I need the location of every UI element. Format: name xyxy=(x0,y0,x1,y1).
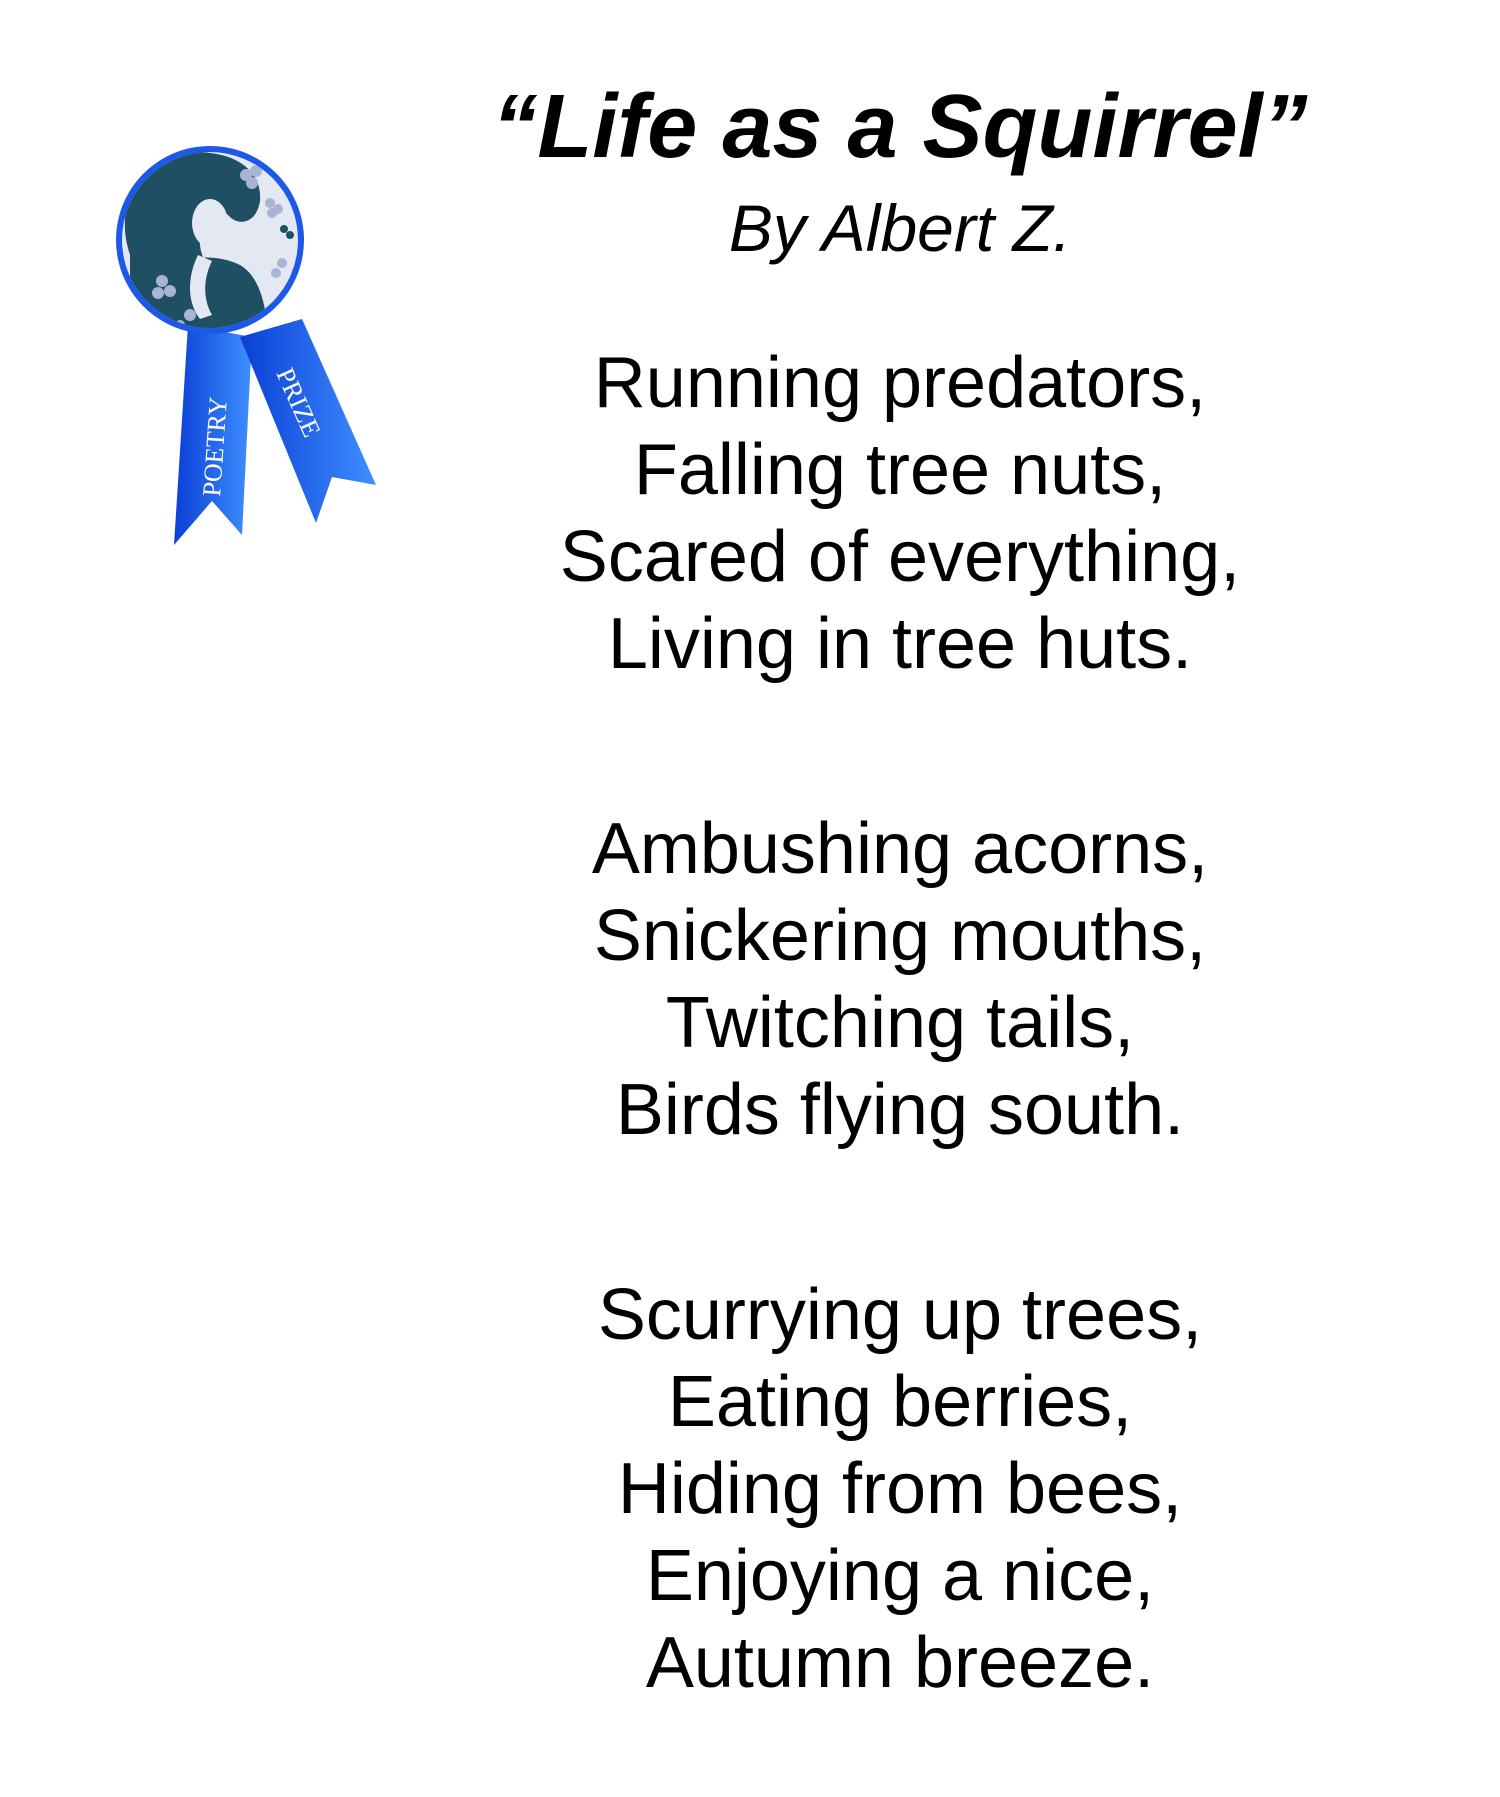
poem-line: Twitching tails, xyxy=(665,983,1135,1063)
poem-line: Hiding from bees, xyxy=(617,1449,1183,1529)
poem-line: Running predators, xyxy=(593,343,1207,423)
poem-stanza-1 xyxy=(450,340,1350,688)
poem-line: Falling tree nuts, xyxy=(633,430,1167,510)
poem-stanza-3 xyxy=(450,1272,1350,1707)
ribbon-left-text: POETRY xyxy=(197,395,233,498)
poem-line: Living in tree huts. xyxy=(607,604,1193,684)
poem-line: Autumn breeze. xyxy=(645,1623,1155,1703)
poem-line: Enjoying a nice, xyxy=(645,1536,1155,1616)
poem-line: Snickering mouths, xyxy=(593,896,1207,976)
poem-stanza-2 xyxy=(450,806,1350,1154)
poem-title: “Life as a Squirrel” xyxy=(492,77,1308,177)
award-ribbon-icon xyxy=(70,105,450,635)
poem-line: Eating berries, xyxy=(667,1362,1133,1442)
poem-author: By Albert Z. xyxy=(728,191,1072,265)
poem-line: Ambushing acorns, xyxy=(591,809,1209,889)
ribbon-right-text: PRIZE xyxy=(270,363,327,442)
poem-line: Birds flying south. xyxy=(615,1070,1185,1150)
poetry-prize-ribbon xyxy=(70,105,450,635)
poem xyxy=(450,72,1350,1707)
poem-line: Scurrying up trees, xyxy=(597,1275,1203,1355)
poem-line: Scared of everything, xyxy=(559,517,1241,597)
